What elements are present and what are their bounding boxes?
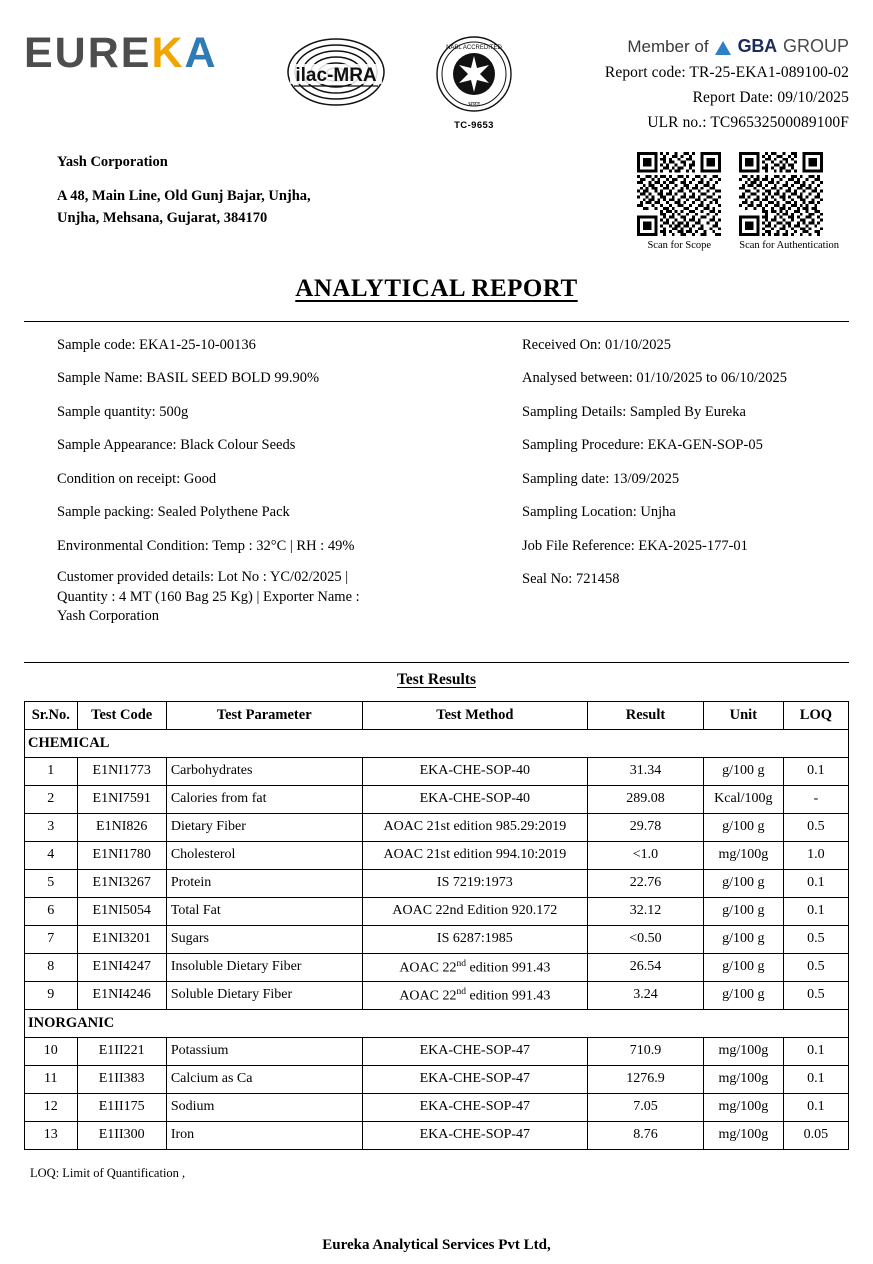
table-group-label: CHEMICAL bbox=[25, 729, 849, 757]
cell-test-method: EKA-CHE-SOP-47 bbox=[362, 1093, 588, 1121]
cell-test-code: E1II221 bbox=[77, 1037, 166, 1065]
table-row bbox=[25, 1037, 849, 1065]
table-row bbox=[25, 925, 849, 953]
cell-sr-no: 10 bbox=[25, 1037, 78, 1065]
cell-loq: 0.1 bbox=[783, 757, 848, 785]
cell-test-parameter: Iron bbox=[166, 1121, 362, 1149]
table-group-row bbox=[25, 729, 849, 757]
table-row bbox=[25, 897, 849, 925]
cell-unit: Kcal/100g bbox=[703, 785, 783, 813]
cell-sr-no: 7 bbox=[25, 925, 78, 953]
info-sample-name: Sample Name: BASIL SEED BOLD 99.90% bbox=[57, 370, 320, 387]
page-header bbox=[24, 18, 849, 138]
cell-result: 289.08 bbox=[588, 785, 704, 813]
cell-sr-no: 9 bbox=[25, 981, 78, 1009]
info-seal-no: Seal No: 721458 bbox=[522, 571, 620, 588]
cell-result: 29.78 bbox=[588, 813, 704, 841]
column-header-unit: Unit bbox=[703, 701, 783, 729]
table-row bbox=[25, 841, 849, 869]
cell-test-code: E1NI3267 bbox=[77, 869, 166, 897]
member-of-line bbox=[526, 36, 849, 57]
report-code: Report code: TR-25-EKA1-089100-02 bbox=[604, 64, 849, 81]
cell-result: 32.12 bbox=[588, 897, 704, 925]
ilac-mra-icon bbox=[284, 34, 388, 114]
info-analysed-between: Analysed between: 01/10/2025 to 06/10/2025 bbox=[522, 370, 787, 387]
cell-test-parameter: Sodium bbox=[166, 1093, 362, 1121]
table-group-label: INORGANIC bbox=[25, 1009, 849, 1037]
cell-test-method: AOAC 21st edition 985.29:2019 bbox=[362, 813, 588, 841]
cell-sr-no: 13 bbox=[25, 1121, 78, 1149]
divider-bottom bbox=[24, 662, 849, 663]
svg-text:NABL ACCREDITED: NABL ACCREDITED bbox=[446, 45, 502, 51]
cell-result: 22.76 bbox=[588, 869, 704, 897]
customer-address-line-1: A 48, Main Line, Old Gunj Bajar, Unjha, bbox=[57, 187, 311, 204]
cell-sr-no: 3 bbox=[25, 813, 78, 841]
loq-footnote: LOQ: Limit of Quantification , bbox=[30, 1165, 186, 1180]
cell-result: 8.76 bbox=[588, 1121, 704, 1149]
cell-test-parameter: Total Fat bbox=[166, 897, 362, 925]
cell-unit: g/100 g bbox=[703, 897, 783, 925]
table-row bbox=[25, 1093, 849, 1121]
cell-unit: mg/100g bbox=[703, 1065, 783, 1093]
cell-test-method: AOAC 22nd Edition 920.172 bbox=[362, 897, 588, 925]
cell-test-code: E1NI4247 bbox=[77, 953, 166, 981]
customer-block bbox=[24, 152, 311, 251]
table-row bbox=[25, 757, 849, 785]
cell-sr-no: 5 bbox=[25, 869, 78, 897]
table-body bbox=[25, 729, 849, 1149]
customer-name: Yash Corporation bbox=[57, 154, 168, 170]
cell-loq: 0.1 bbox=[783, 869, 848, 897]
customer-details-line-2: Quantity : 4 MT (160 Bag 25 Kg) | Exporter Name : bbox=[57, 588, 360, 605]
cell-loq: 0.05 bbox=[783, 1121, 848, 1149]
cell-test-code: E1NI7591 bbox=[77, 785, 166, 813]
cell-test-code: E1NI1773 bbox=[77, 757, 166, 785]
cell-test-code: E1NI3201 bbox=[77, 925, 166, 953]
column-header-loq: LOQ bbox=[783, 701, 848, 729]
cell-sr-no: 4 bbox=[25, 841, 78, 869]
cell-test-code: E1NI5054 bbox=[77, 897, 166, 925]
cell-loq: - bbox=[783, 785, 848, 813]
qr-scope[interactable] bbox=[637, 152, 721, 251]
cell-test-code: E1NI4246 bbox=[77, 981, 166, 1009]
nabl-certificate-number: TC-9653 bbox=[454, 120, 494, 131]
cell-result: 31.34 bbox=[588, 757, 704, 785]
info-condition-on-receipt: Condition on receipt: Good bbox=[57, 470, 217, 487]
cell-test-parameter: Soluble Dietary Fiber bbox=[166, 981, 362, 1009]
column-header-sr-no: Sr.No. bbox=[25, 701, 78, 729]
cell-test-parameter: Insoluble Dietary Fiber bbox=[166, 953, 362, 981]
cell-loq: 0.1 bbox=[783, 1093, 848, 1121]
cell-test-parameter: Carbohydrates bbox=[166, 757, 362, 785]
cell-test-method: IS 7219:1973 bbox=[362, 869, 588, 897]
cell-unit: mg/100g bbox=[703, 1093, 783, 1121]
cell-test-method: AOAC 22nd edition 991.43 bbox=[362, 981, 588, 1009]
table-row bbox=[25, 869, 849, 897]
qr-authentication[interactable] bbox=[739, 152, 839, 251]
table-row bbox=[25, 785, 849, 813]
info-sample-appearance: Sample Appearance: Black Colour Seeds bbox=[57, 437, 296, 454]
cell-test-code: E1II383 bbox=[77, 1065, 166, 1093]
column-header-result: Result bbox=[588, 701, 704, 729]
test-results-table bbox=[24, 701, 849, 1150]
cell-test-parameter: Calcium as Ca bbox=[166, 1065, 362, 1093]
ilac-mra-label: ilac-MRA bbox=[295, 65, 377, 86]
cell-sr-no: 1 bbox=[25, 757, 78, 785]
cell-test-parameter: Sugars bbox=[166, 925, 362, 953]
page-title: ANALYTICAL REPORT bbox=[295, 275, 578, 302]
page-footer-company: Eureka Analytical Services Pvt Ltd, bbox=[322, 1236, 551, 1253]
info-sampling-location: Sampling Location: Unjha bbox=[522, 504, 676, 521]
cell-test-method: EKA-CHE-SOP-40 bbox=[362, 785, 588, 813]
customer-details-line-3: Yash Corporation bbox=[57, 608, 160, 625]
qr-authentication-icon[interactable] bbox=[739, 152, 823, 236]
svg-text:भारत: भारत bbox=[468, 102, 480, 108]
info-received-on: Received On: 01/10/2025 bbox=[522, 337, 672, 353]
cell-test-method: EKA-CHE-SOP-40 bbox=[362, 757, 588, 785]
info-environmental-condition: Environmental Condition: Temp : 32°C | RH : 49% bbox=[57, 537, 355, 554]
sample-info-right-column bbox=[512, 334, 849, 638]
cell-loq: 1.0 bbox=[783, 841, 848, 869]
cell-test-method: AOAC 21st edition 994.10:2019 bbox=[362, 841, 588, 869]
cell-result: 710.9 bbox=[588, 1037, 704, 1065]
info-sampling-procedure: Sampling Procedure: EKA-GEN-SOP-05 bbox=[522, 437, 763, 454]
cell-sr-no: 12 bbox=[25, 1093, 78, 1121]
cell-test-code: E1NI826 bbox=[77, 813, 166, 841]
cell-test-method: EKA-CHE-SOP-47 bbox=[362, 1037, 588, 1065]
qr-scope-icon[interactable] bbox=[637, 152, 721, 236]
cell-unit: g/100 g bbox=[703, 869, 783, 897]
gba-brand: GBA bbox=[737, 36, 777, 56]
cell-loq: 0.5 bbox=[783, 953, 848, 981]
table-header-row bbox=[25, 701, 849, 729]
cell-loq: 0.5 bbox=[783, 981, 848, 1009]
cell-unit: g/100 g bbox=[703, 981, 783, 1009]
table-row bbox=[25, 981, 849, 1009]
info-job-file-reference: Job File Reference: EKA-2025-177-01 bbox=[522, 537, 748, 554]
cell-unit: g/100 g bbox=[703, 953, 783, 981]
sample-info-left-column bbox=[24, 334, 512, 638]
cell-test-method: EKA-CHE-SOP-47 bbox=[362, 1065, 588, 1093]
cell-unit: g/100 g bbox=[703, 925, 783, 953]
info-sample-quantity: Sample quantity: 500g bbox=[57, 403, 189, 420]
cell-unit: mg/100g bbox=[703, 1037, 783, 1065]
customer-and-qr bbox=[24, 152, 849, 251]
cell-result: 7.05 bbox=[588, 1093, 704, 1121]
cell-result: <0.50 bbox=[588, 925, 704, 953]
customer-address-line-2: Unjha, Mehsana, Gujarat, 384170 bbox=[57, 209, 268, 226]
cell-result: <1.0 bbox=[588, 841, 704, 869]
column-header-test-code: Test Code bbox=[77, 701, 166, 729]
cell-test-method: IS 6287:1985 bbox=[362, 925, 588, 953]
cell-test-parameter: Potassium bbox=[166, 1037, 362, 1065]
cell-sr-no: 11 bbox=[25, 1065, 78, 1093]
table-row bbox=[25, 1065, 849, 1093]
cell-unit: g/100 g bbox=[703, 757, 783, 785]
cell-loq: 0.5 bbox=[783, 813, 848, 841]
eureka-logo-text: EUREKA bbox=[24, 29, 218, 77]
table-row bbox=[25, 953, 849, 981]
cell-test-parameter: Cholesterol bbox=[166, 841, 362, 869]
ulr-number: ULR no.: TC96532500089100F bbox=[647, 114, 849, 131]
cell-test-method: EKA-CHE-SOP-47 bbox=[362, 1121, 588, 1149]
member-of-label: Member of bbox=[627, 36, 709, 56]
cell-result: 3.24 bbox=[588, 981, 704, 1009]
info-sample-code: Sample code: EKA1-25-10-00136 bbox=[57, 337, 256, 353]
customer-details-line-1: Customer provided details: Lot No : YC/02/2025 | bbox=[57, 569, 349, 586]
cell-sr-no: 8 bbox=[25, 953, 78, 981]
cell-unit: g/100 g bbox=[703, 813, 783, 841]
cell-test-parameter: Protein bbox=[166, 869, 362, 897]
column-header-test-parameter: Test Parameter bbox=[166, 701, 362, 729]
table-row bbox=[25, 813, 849, 841]
gba-brand-suffix: GROUP bbox=[782, 36, 849, 56]
cell-result: 26.54 bbox=[588, 953, 704, 981]
cell-unit: mg/100g bbox=[703, 841, 783, 869]
test-results-heading: Test Results bbox=[396, 670, 477, 688]
qr-scope-caption: Scan for Scope bbox=[647, 240, 712, 251]
header-meta bbox=[526, 18, 849, 132]
cell-test-code: E1II300 bbox=[77, 1121, 166, 1149]
cell-sr-no: 6 bbox=[25, 897, 78, 925]
cell-loq: 0.1 bbox=[783, 1037, 848, 1065]
report-date: Report Date: 09/10/2025 bbox=[692, 89, 849, 106]
cell-unit: mg/100g bbox=[703, 1121, 783, 1149]
cell-loq: 0.5 bbox=[783, 925, 848, 953]
cell-loq: 0.1 bbox=[783, 1065, 848, 1093]
table-row bbox=[25, 1121, 849, 1149]
info-sample-packing: Sample packing: Sealed Polythene Pack bbox=[57, 504, 290, 521]
cell-test-code: E1II175 bbox=[77, 1093, 166, 1121]
cell-result: 1276.9 bbox=[588, 1065, 704, 1093]
qr-codes bbox=[637, 152, 849, 251]
accreditation-marks bbox=[254, 18, 526, 130]
cell-test-code: E1NI1780 bbox=[77, 841, 166, 869]
cell-sr-no: 2 bbox=[25, 785, 78, 813]
cell-loq: 0.1 bbox=[783, 897, 848, 925]
sample-information bbox=[24, 322, 849, 644]
info-sampling-details: Sampling Details: Sampled By Eureka bbox=[522, 403, 746, 420]
qr-authentication-caption: Scan for Authentication bbox=[739, 240, 839, 251]
cell-test-method: AOAC 22nd edition 991.43 bbox=[362, 953, 588, 981]
cell-test-parameter: Calories from fat bbox=[166, 785, 362, 813]
table-group-row bbox=[25, 1009, 849, 1037]
company-logo bbox=[24, 18, 254, 75]
cell-test-parameter: Dietary Fiber bbox=[166, 813, 362, 841]
gba-logo-icon bbox=[715, 41, 731, 55]
info-sampling-date: Sampling date: 13/09/2025 bbox=[522, 470, 680, 487]
nabl-icon bbox=[422, 34, 526, 130]
info-customer-provided-details bbox=[57, 568, 512, 627]
column-header-test-method: Test Method bbox=[362, 701, 588, 729]
